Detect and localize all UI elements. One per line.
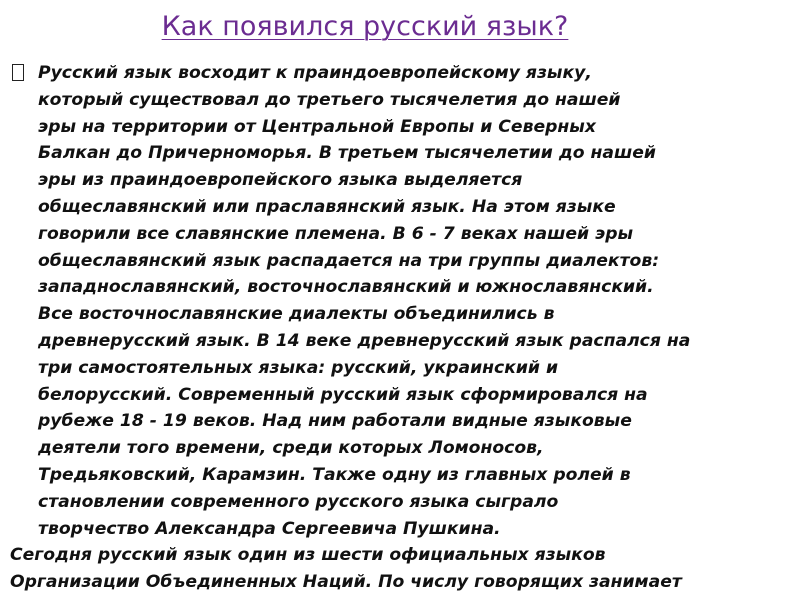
paragraph-line: Балкан до Причерноморья. В третьем тысячелетии до нашей	[38, 143, 656, 164]
paragraph-line: общеславянский или праславянский язык. На этом языке	[38, 196, 616, 217]
paragraph-line: деятели того времени, среди которых Ломоносов,	[38, 438, 544, 459]
paragraph-line: эры на территории от Центральной Европы и Северных	[38, 116, 596, 137]
paragraph-line: общеславянский язык распадается на три группы диалектов:	[38, 250, 660, 271]
paragraph-line: три самостоятельных языка: русский, украинский и	[38, 357, 558, 378]
paragraph-line: Все восточнославянские диалекты объединились в	[38, 304, 555, 325]
bullet-paragraph	[38, 60, 690, 542]
paragraph-line: Тредьяковский, Карамзин. Также одну из главных ролей в	[38, 464, 631, 485]
paragraph-line: эры из праиндоевропейского языка выделяется	[38, 170, 523, 191]
paragraph-line: Организации Объединенных Наций. По числу говорящих занимает	[10, 571, 682, 592]
paragraph-line: белорусский. Современный русский язык сформировался на	[38, 384, 648, 405]
paragraph-line: древнерусский язык. В 14 веке древнерусский язык распался на	[38, 330, 691, 351]
paragraph-line: творчество Александра Сергеевича Пушкина.	[38, 518, 501, 539]
paragraph-line: Сегодня русский язык один из шести официальных языков	[10, 545, 606, 565]
paragraph-line: рубеже 18 - 19 веков. Над ним работали видные языковые	[38, 411, 632, 432]
paragraph-line: становлении современного русского языка сыграло	[38, 491, 559, 512]
closing-paragraph	[10, 542, 682, 596]
paragraph-line: Русский язык восходит к праиндоевропейскому языку,	[38, 63, 592, 83]
paragraph-line: западнославянский, восточнославянский и южнославянский.	[38, 277, 654, 298]
paragraph-line: который существовал до третьего тысячелетия до нашей	[38, 89, 621, 110]
slide-title: Как появился русский язык?	[161, 11, 569, 42]
paragraph-line: говорили все славянские племена. В 6 - 7 веках нашей эры	[38, 223, 634, 244]
square-bullet-icon	[12, 64, 24, 81]
